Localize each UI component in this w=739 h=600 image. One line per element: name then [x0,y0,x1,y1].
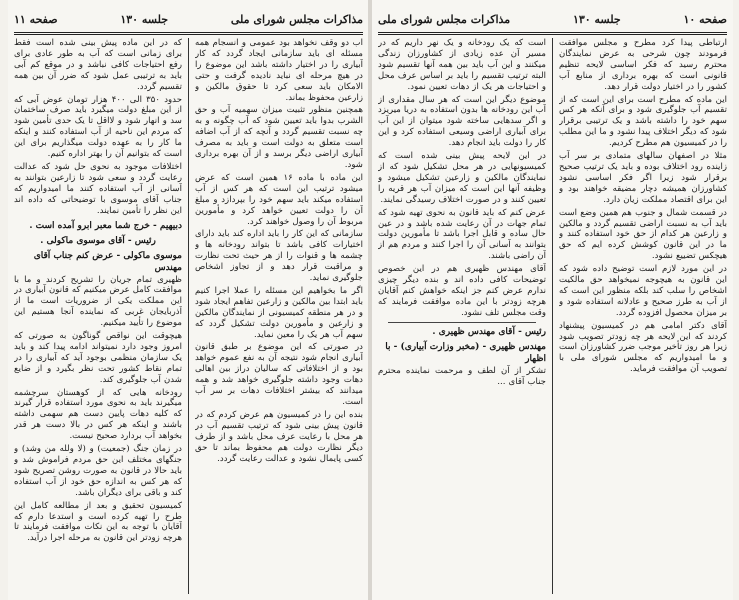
column-divider [188,38,189,594]
left-page-number: صفحه ۱۱ [14,12,58,26]
paragraph: اگر ما بخواهیم این مسئله را عملا اجرا کنیم باید ابتدا بین مالکین و زارعین تفاهم ایجاد شود و در هر منطقه کمیسیونی از نمایندگان مالکین و زارعین و مأمورین دولت تشکیل گردد که سهم آب هر یک را معین نماید. [195,285,363,340]
paragraph: عرض کنم که باید قانون به نحوی تهیه شود که تمام جهات در آن رعایت شده باشد و در عین حال ساده و قابل اجرا باشد تا مأمورین دولت بتوانند به آسانی آن را اجرا کنند و مردم هم از آن راضی باشند. [378,207,546,262]
paragraph: این ماده با ماده ۱۶ همین است که عرض میشود ترتیب این است که هر کس از آب استفاده میکند باید سهم خود را بپردازد و مبلغ آن را دولت تعیین خواهد کرد و مأمورین مربوط آن را وصول خواهند کرد. [195,172,363,227]
paragraph: آقای مهندس ظهیری هم در این خصوص توضیحات کافی داده اند و بنده دیگر چیزی ندارم عرض کنم جز اینکه خواهش کنم آقایان هرچه زودتر با این ماده موافقت فرمایند که وقت مجلس تلف نشود. [378,264,546,318]
right-page-title: مذاکرات مجلس شورای ملی [378,12,511,26]
paragraph: سازمانی که این کار را باید اداره کند باید دارای اختیارات کافی باشد تا بتواند رودخانه ها و چشمه ها و قنوات را از هر حیث تحت نظارت و مراقبت قرار دهد و از تجاوز اشخاص جلوگیری نماید. [195,229,363,284]
paragraph: در زمان جنگ (جمعیت) و (لا ولله من وشد) و جنگهای مختلف این حق مردم فراموش شد و باید حالا در قانون به صورت روشن تصریح شود که هر کس به اندازه حق خود از آب استفاده کند و باقی برای دیگران باشد. [14,444,182,498]
right-session-number: جلسه ۱۳۰ [572,12,621,26]
speaker-line: مهندس ظهیری - (مخبر وزارت آبیاری) - با اظهار [385,341,546,364]
right-page-columns [378,38,727,594]
left-page-title: مذاکرات مجلس شورای ملی [230,12,363,26]
paragraph: آقای دکتر امامی هم در کمیسیون پیشنهاد کردند که این لایحه هر چه زودتر تصویب شود زیرا هر روز تأخیر موجب ضرر کشاورزان است و ما امیدواریم که مجلس شورای ملی با تصویب آن موافقت فرماید. [559,320,727,375]
right-page-left-column [378,38,546,594]
paragraph: که در این ماده پیش بینی شده است فقط برای زمانی است که آب به طور عادی برای رفع احتیاجات کافی نباشد و در موقع کم آبی باید به ترتیبی عمل شود که ضرر آن بین همه تقسیم گردد. [14,38,182,92]
right-page-header [378,6,727,35]
paragraph: کمیسیون تحقیق و بعد از مطالعه کامل این طرح را تهیه کرده است و استدعا دارم که آقایان با توجه به این نکات موافقت فرمایند تا هرچه زودتر این قانون به مرحله اجرا درآید. [14,500,182,544]
speaker-line: رئیس - آقای مهندس ظهیری . [432,326,546,337]
left-session-number: جلسه ۱۳۰ [120,12,169,26]
section-rule [388,322,536,323]
paragraph: رودخانه هایی که از کوهستان سرچشمه میگیرند باید به نحوی مورد استفاده قرار گیرند که کلیه دهات پایین دست هم سهمی داشته باشند و اینکه هر کس در بالا دست هر قدر بخواهد آب بردارد صحیح نیست. [14,387,182,442]
paragraph: بنده این را در کمیسیون هم عرض کردم که در قانون پیش بینی شود که ترتیب تقسیم آب در هر محل با رعایت عرف محل باشد و از طرف دیگر نظارت دولت هم محفوظ بماند تا حق کسی پایمال نشود و عدالت رعایت گردد. [195,409,363,464]
paragraph: در قسمت شمال و جنوب هم همین وضع است باید آب به نسبت اراضی تقسیم گردد و مالکین و زارعین هر کدام از حق خود استفاده کنند و ما در این قانون کوشش کرده ایم که حق هیچکس تضییع نشود. [559,207,727,262]
paragraph: آب دو وقف نخواهد بود عمومی و انسجام همه مسئله ای باید سازمانی ایجاد گردد که کار آبیاری را در اختیار داشته باشد این موضوع را در هیچ مرحله ای نباید نادیده گرفت و حتی الامکان باید سعی کرد تا حقوق مالکین و زارعین محفوظ بماند. [195,38,363,103]
left-page-left-column [14,38,182,594]
right-page [372,0,733,600]
left-page-columns [14,38,363,594]
paragraph: هیچوقت این نواقص گوناگون به صورتی که امروز وجود دارد نمیتواند ادامه پیدا کند و باید یک سازمان منظمی بوجود آید که آبیاری را در تمام نقاط کشور تحت نظر بگیرد و از ضایع شدن آب جلوگیری کند. [14,331,182,385]
column-divider [552,38,553,594]
paragraph: در این لایحه پیش بینی شده است که کمیسیونهایی در هر محل تشکیل شود که از نمایندگان مالکین و زارعین تشکیل میشود و وظیفه آنها این است که میزان آب هر قریه را تعیین کنند و در صورت اختلاف رسیدگی نمایند. [378,151,546,205]
speaker-line: دبیهیم - خرج شما معبر ابرو آمده است . [29,220,182,231]
paragraph: مثلا در اصفهان سالهای متمادی بر سر آب زاینده رود اختلاف بوده و باید یک ترتیب صحیح برقرار شود زیرا اگر فکر اساسی نشود کشاورزان همیشه دچار مضیقه خواهند بود و این برای اقتصاد مملکت زیان دارد. [559,151,727,205]
paragraph: در صورتی که این موضوع بر طبق قانون آبیاری انجام شود نتیجه آن به نفع عموم خواهد بود و از اختلافاتی که سالیان دراز بین اهالی دهات وجود داشته جلوگیری خواهد شد و همه میدانند که بیشتر اختلافات دهات بر سر آب است. [195,342,363,407]
paragraph: ظهیری تمام جریان را تشریح کردند و ما با موافقت کامل عرض میکنیم که قانون آبیاری در این مملکت یکی از ضروریات است ما از آذربایجان غربی که نماینده آنجا هستیم این موضوع را تأیید میکنیم. [14,274,182,329]
paragraph: ارتباطی پیدا کرد مطرح و مجلس موافقت فرمودند چون شرحی به عرض نمایندگان محترم رسید که فکر اساسی لایحه تنظیم قانونی است که بهره برداری از منابع آب کشور را در اختیار دولت قرار دهد. [559,38,727,92]
right-page-number: صفحه ۱۰ [683,12,727,26]
paragraph: حدود ۳۵۰ الی ۴۰۰ هزار تومان عوض آبی که از این مبلغ دولت میگیرد باید صرف ساختمان سد و انهار شود و لااقل تا یک حدی تأمین شود که مردم این ناحیه از آب استفاده کنند و اینکه ما کار را به عهده دولت میگذاریم برای این است که بتوانیم آن را بهتر اداره کنیم. [14,94,182,160]
paragraph: این ماده که مطرح است برای این است که از تقسیم آب جلوگیری شود و برای آنکه هر کس سهم خود را داشته باشد و یک ترتیبی برقرار شود که دیگر اختلاف پیدا نشود و ما این مطلب را در کمیسیون هم مطرح کردیم. [559,94,727,149]
left-page [8,0,369,600]
speaker-line: موسوی ماکولی - عرض کنم جناب آقای مهندس [33,250,182,273]
paragraph: موضوع دیگر این است که هر سال مقداری از آب این رودخانه ها بدون استفاده به دریا میریزد و اگر سدهایی ساخته شود میتوان از این آب برای آبیاری اراضی وسیعی استفاده کرد و این کار را دولت باید انجام دهد. [378,94,546,149]
speaker-line: رئیس - آقای موسوی ماکولی . [40,235,156,246]
paragraph: اختلافات موجود به نحوی حل شود که عدالت رعایت گردد و سعی شود تا زارعین بتوانند به آسانی از آب استفاده کنند ما امیدواریم که جناب آقای موسوی با توضیحاتی که داده اند این نظر را تأمین نمایند. [14,161,182,216]
paragraph: است که یک رودخانه و یک نهر داریم که در مسیر آن عده زیادی از کشاورزان زندگی میکنند و این آب باید بین همه آنها تقسیم شود البته ترتیب تقسیم را باید بر اساس عرف محل و احتیاجات هر یک از دهات تعیین نمود. [378,38,546,92]
paragraph: در این مورد لازم است توضیح داده شود که این قانون به هیچوجه نمیخواهد حق مالکیت اشخاص را سلب کند بلکه منظور این است که از آب به طرز صحیح و عادلانه استفاده شود و بر میزان محصول افزوده گردد. [559,264,727,318]
right-page-right-column [559,38,727,594]
left-page-header [14,6,363,35]
left-page-right-column [195,38,363,594]
paragraph: تشکر از آن لطف و مرحمت نماینده محترم جناب آقای ... [378,365,546,387]
paragraph: همچنین منظور تثبیت میزان سهمیه آب و حق الشرب بدوا باید تعیین شود که آب چگونه و به چه نسبت تقسیم گردد و آنچه که از آب اضافه است متعلق به دولت است و باید به مصرف آبیاری اراضی دیگر برسد و از آن بهره برداری شود. [195,105,363,170]
